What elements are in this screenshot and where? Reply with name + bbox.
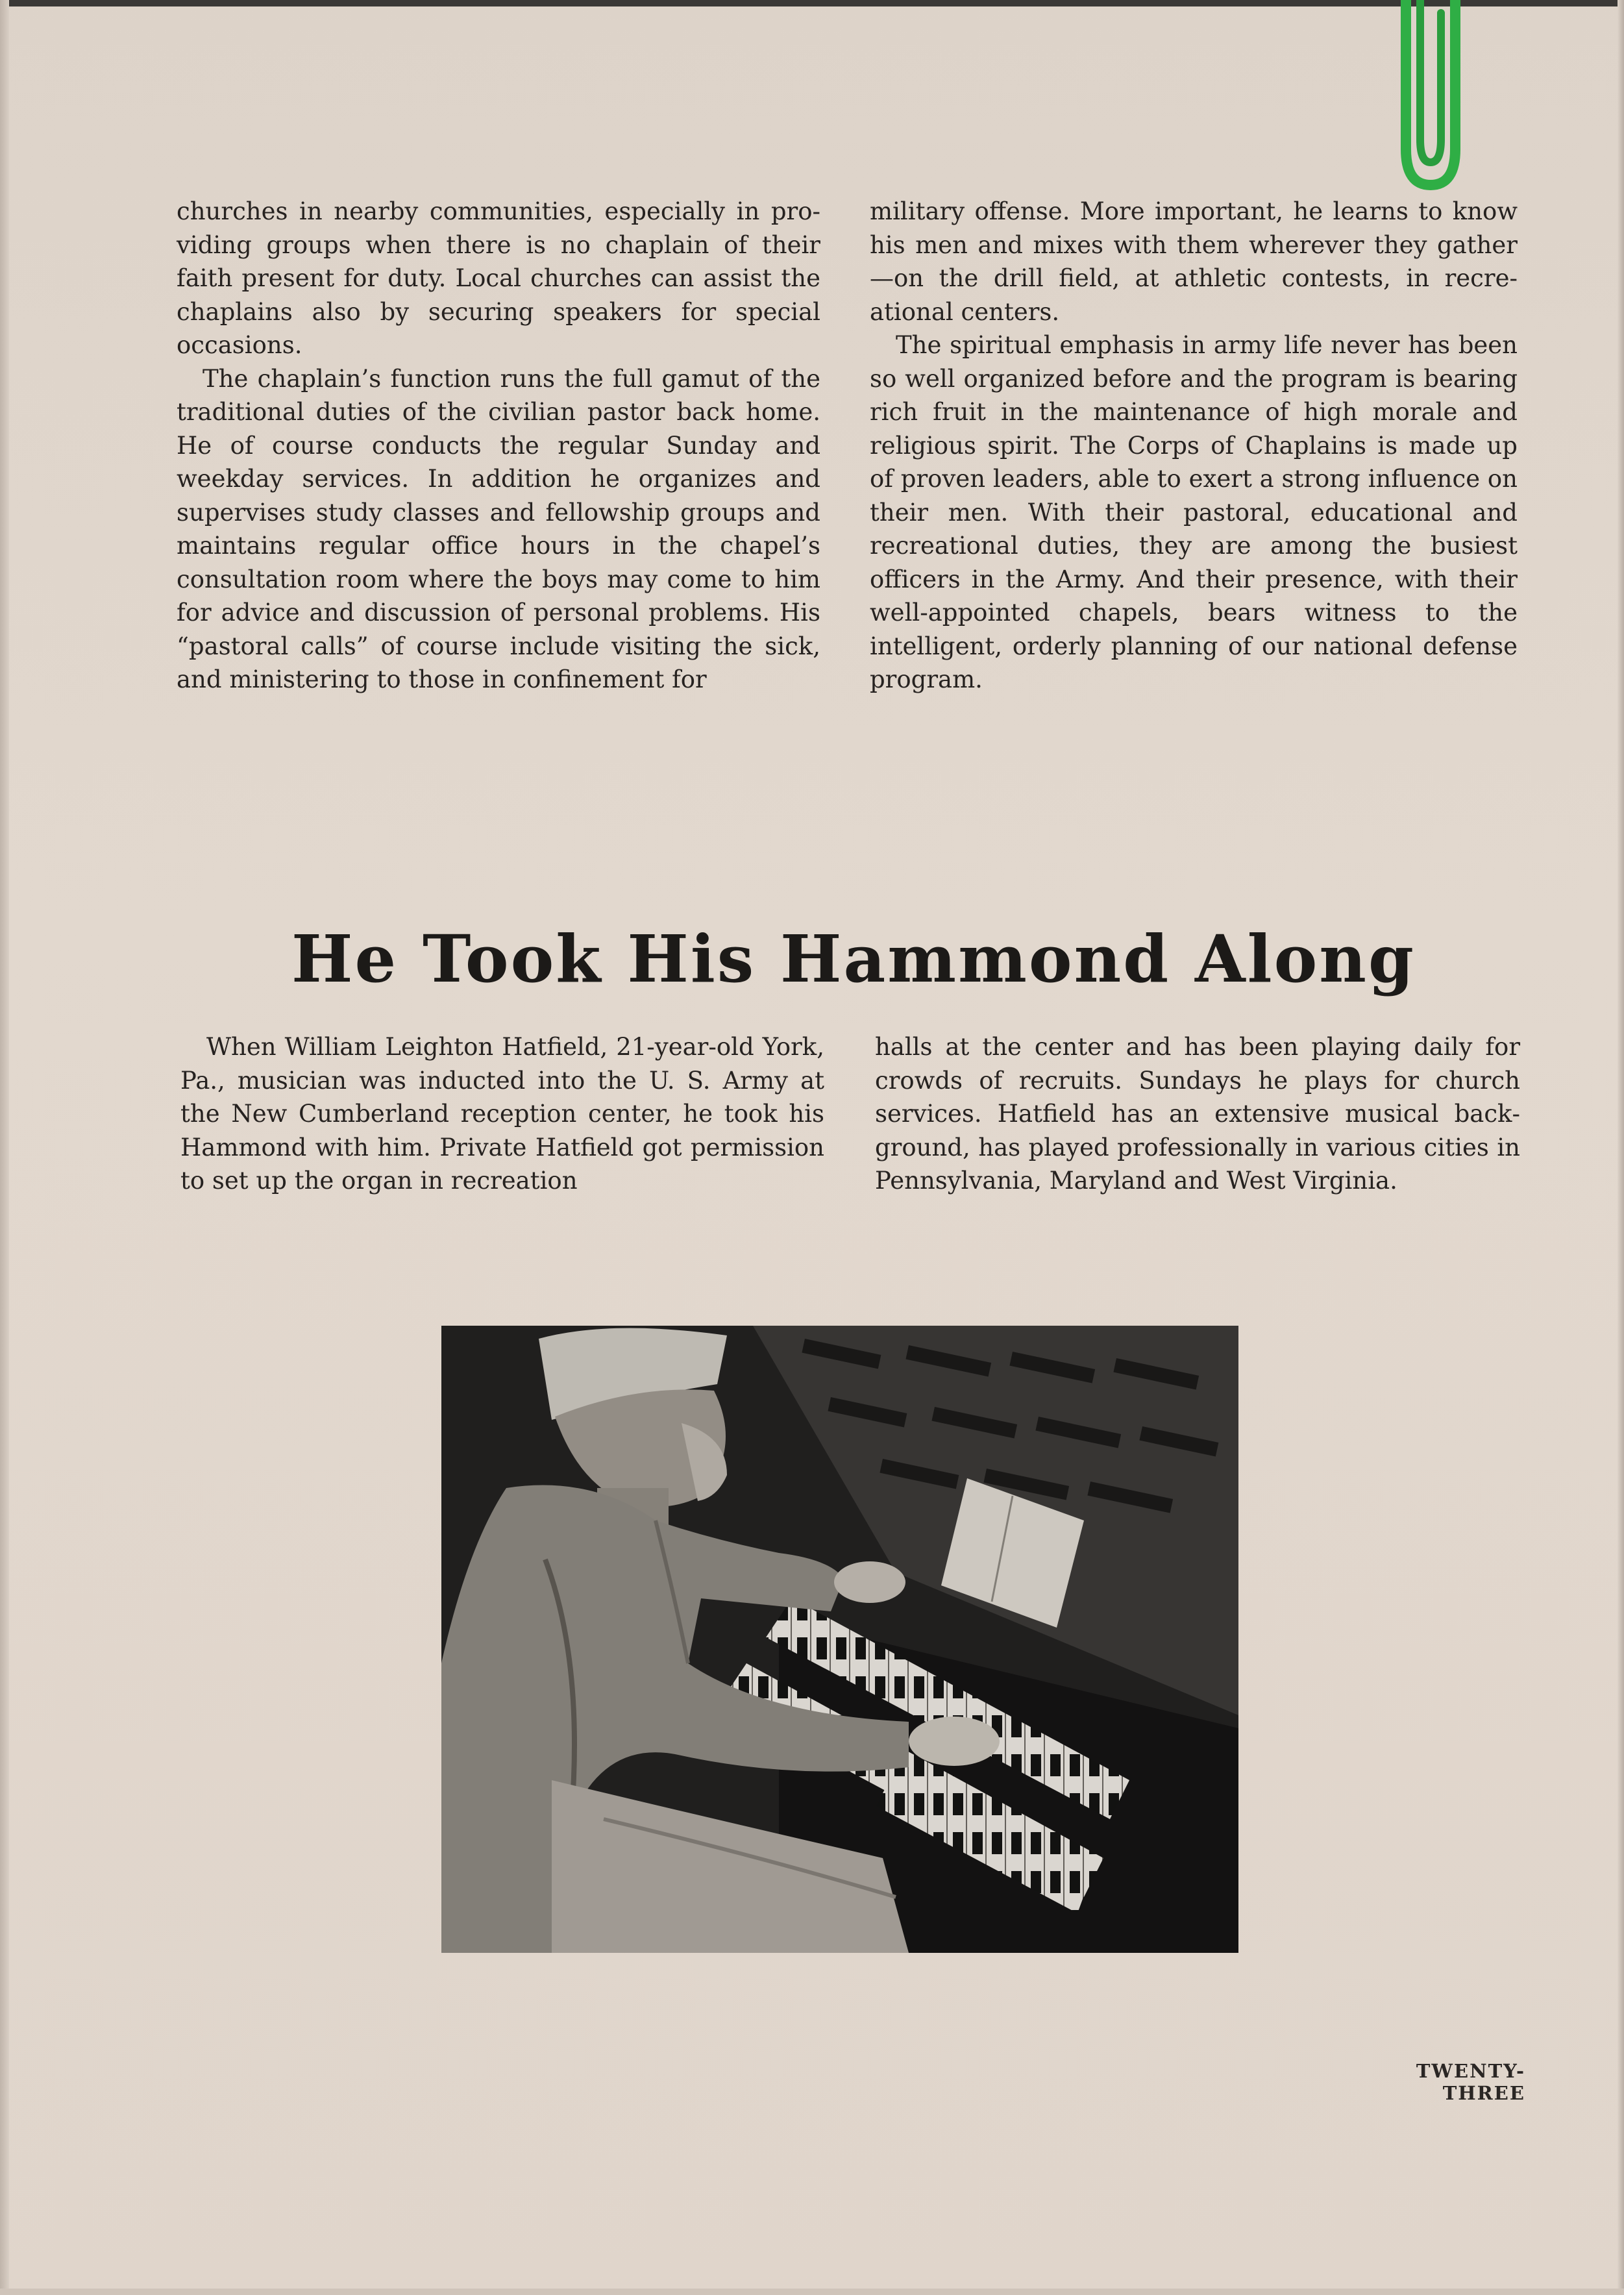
article-column-1 [177,195,820,697]
feature-column-2 [875,1030,1520,1198]
page-left-edge [0,0,9,2295]
organist-photo [441,1326,1238,1953]
page-number: TWENTY-THREE [1416,2060,1525,2104]
article-column-2 [870,195,1518,697]
feature-paragraph: halls at the center and has been playing daily for crowds of recruits. Sundays he plays for church services. Hatfield has an extensive musical background, has played professionally in various cities in Pennsylvania, Maryland and West Virginia. [875,1033,1520,1195]
article-paragraph: churches in nearby communities, especially in providing groups when there is no chaplain of their faith present for duty. Local churches can assist the chaplains also by securing speakers for special occasions. [177,197,820,359]
feature-column-1 [180,1030,824,1198]
feature-paragraph: When William Leighton Hatfield, 21-year-old York, Pa., musician was inducted into the U. S. Army at the New Cumberland reception center, he took his Hammond with him. Private Hatfield got permission to set up the organ in recreation [180,1033,824,1195]
paper-clip-icon [1394,0,1467,195]
article-paragraph: The spiritual emphasis in army life never has been so well organized before and the program is bearing rich fruit in the maintenance of high morale and religious spirit. The Corps of Chaplains is made up of proven leaders, able to exert a strong influence on their men. With their pastoral, educational and recreational duties, they are among the busiest officers in the Army. And their presence, with their well-appointed chapels, bears witness to the intelligent, orderly planning of our national defense program. [870,331,1518,693]
page-top-edge [0,0,1624,6]
page-bottom-edge [0,2289,1624,2295]
feature-headline: He Took His Hammond Along [291,921,1416,997]
page-right-edge [1618,0,1624,2295]
article-paragraph: military offense. More important, he learns to know his men and mixes with them wherever they gather —on the drill field, at athletic contests, in recreational centers. [870,197,1518,326]
article-paragraph: The chaplain’s function runs the full gamut of the traditional duties of the civilian pastor back home. He of course conducts the regular Sunday and weekday services. In addition he organizes and supervises study classes and fellowship groups and maintains regular office hours in the chapel’s consultation room where the boys may come to him for advice and discussion of personal problems. His “pastoral calls” of course include visiting the sick, and ministering to those in confinement for [177,364,820,693]
